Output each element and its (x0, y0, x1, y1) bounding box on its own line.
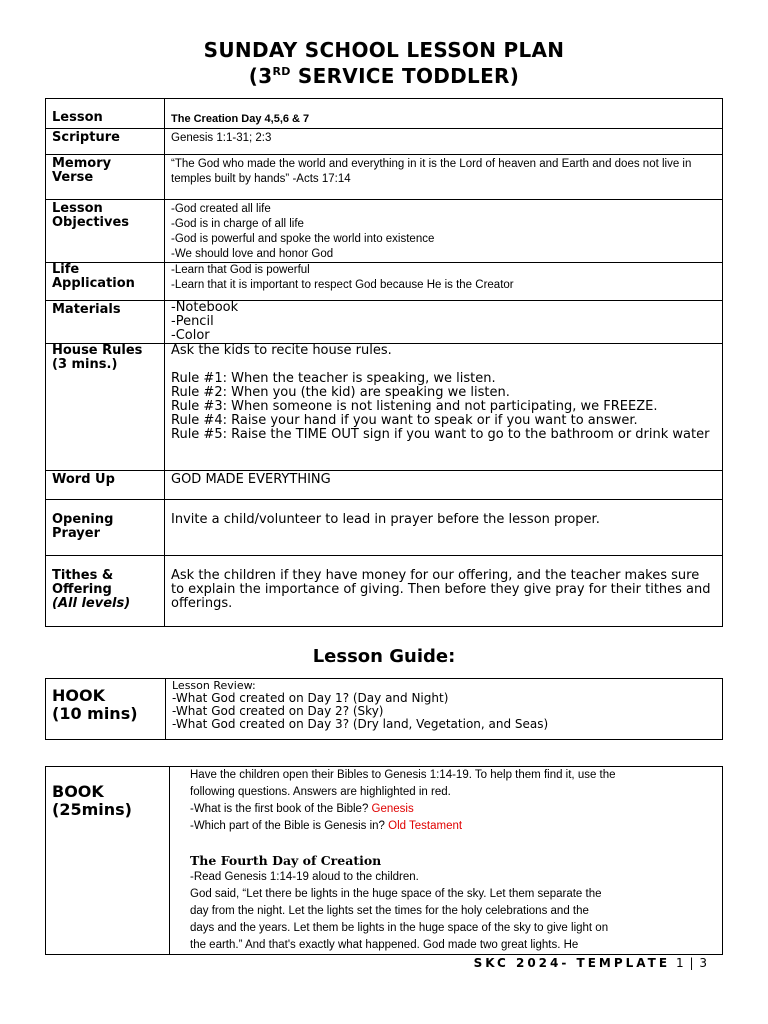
book-body-line: the earth.” And that's exactly what happened. God made two great lights. He (190, 939, 579, 951)
house-rules-value (165, 344, 723, 471)
hook-item: -What God created on Day 1? (Day and Night) (172, 691, 449, 705)
objectives-label-1: Lesson (52, 201, 103, 216)
book-label-1: BOOK (52, 782, 104, 801)
application-label-2: Application (52, 276, 135, 291)
word-up-label: Word Up (46, 471, 165, 500)
hook-item: Lesson Review: (172, 679, 256, 692)
lesson-label: Lesson (46, 99, 165, 129)
house-rules-label-1: House Rules (52, 343, 143, 358)
memory-verse-label (46, 155, 165, 200)
objectives-label (46, 200, 165, 263)
memory-verse-value: “The God who made the world and everything in it is the Lord of heaven and Earth and does not live in temples built by hands” -Acts 17:14 (165, 155, 723, 200)
book-label (46, 767, 170, 955)
answer-text: Old Testament (388, 820, 463, 832)
title-pre: (3 (248, 64, 273, 88)
material-item: -Notebook (171, 300, 239, 315)
question-text: -Which part of the Bible is Genesis in? (190, 820, 389, 832)
house-rule: Rule #1: When the teacher is speaking, we listen. (171, 371, 496, 386)
book-content (170, 767, 723, 955)
materials-value (165, 301, 723, 344)
tithes-label-3: (All levels) (52, 596, 131, 611)
book-body-line: day from the night. Let the lights set the times for the holy celebrations and the (190, 905, 589, 917)
tithes-value: Ask the children if they have money for our offering, and the teacher makes sure to explain the importance of giving. Then before they give pray for their tithes and offerings. (165, 556, 723, 627)
house-rules-label-2: (3 mins.) (52, 357, 118, 372)
book-question-2 (190, 818, 714, 835)
title-sup: RD (272, 65, 291, 78)
lesson-value: The Creation Day 4,5,6 & 7 (165, 99, 723, 129)
book-body-line: days and the years. Let them be lights in the huge space of the sky to give light on (190, 922, 609, 934)
question-text: -What is the first book of the Bible? (190, 803, 372, 815)
house-rules-label (46, 344, 165, 471)
objective-item: -God is in charge of all life (171, 218, 304, 230)
scripture-label: Scripture (46, 129, 165, 155)
doc-title-line2 (0, 64, 768, 88)
memory-label-1: Memory (52, 156, 112, 171)
hook-label-1: HOOK (52, 686, 105, 705)
lesson-plan-table (45, 98, 723, 627)
page-number: 1 | 3 (676, 956, 708, 970)
house-rule: Rule #2: When you (the kid) are speaking we listen. (171, 385, 510, 400)
objective-item: -God is powerful and spoke the world into existence (171, 233, 435, 245)
house-rule: Rule #3: When someone is not listening and not participating, we FREEZE. (171, 399, 658, 414)
book-question-1 (190, 801, 714, 818)
word-up-value: GOD MADE EVERYTHING (165, 471, 723, 500)
objectives-label-2: Objectives (52, 215, 130, 230)
hook-label (46, 679, 166, 740)
house-rule: Rule #5: Raise the TIME OUT sign if you want to go to the bathroom or drink water (171, 427, 710, 442)
house-rule: Rule #4: Raise your hand if you want to speak or if you want to answer. (171, 413, 638, 428)
application-label (46, 263, 165, 301)
application-label-1: Life (52, 262, 80, 277)
objectives-value (165, 200, 723, 263)
tithes-label (46, 556, 165, 627)
title-post: SERVICE TODDLER) (290, 64, 520, 88)
book-table (45, 766, 723, 955)
book-intro-line: Have the children open their Bibles to Genesis 1:14-19. To help them find it, use the (190, 769, 616, 781)
book-section-heading: The Fourth Day of Creation (190, 853, 382, 868)
objective-item: -We should love and honor God (171, 248, 334, 260)
tithes-label-2: Offering (52, 582, 112, 597)
hook-item: -What God created on Day 3? (Dry land, Vegetation, and Seas) (172, 717, 549, 731)
memory-label-2: Verse (52, 170, 94, 185)
scripture-value: Genesis 1:1-31; 2:3 (165, 129, 723, 155)
tithes-label-1: Tithes & (52, 568, 114, 583)
hook-label-2: (10 mins) (52, 704, 138, 723)
application-item: -Learn that it is important to respect God because He is the Creator (171, 279, 514, 291)
footer-text: SKC 2024- TEMPLATE (473, 956, 671, 970)
hook-item: -What God created on Day 2? (Sky) (172, 704, 384, 718)
lesson-guide-heading: Lesson Guide: (312, 646, 456, 667)
book-intro-line: following questions. Answers are highlighted in red. (190, 786, 451, 798)
prayer-label-2: Prayer (52, 526, 101, 541)
prayer-value: Invite a child/volunteer to lead in prayer before the lesson proper. (165, 500, 723, 556)
application-value (165, 263, 723, 301)
application-item: -Learn that God is powerful (171, 264, 310, 276)
material-item: -Pencil (171, 314, 214, 329)
hook-table (45, 678, 723, 740)
objective-item: -God created all life (171, 203, 271, 215)
doc-title-line1: SUNDAY SCHOOL LESSON PLAN (203, 38, 565, 62)
book-body-line: -Read Genesis 1:14-19 aloud to the children. (190, 871, 419, 883)
house-rules-intro: Ask the kids to recite house rules. (171, 343, 392, 358)
book-label-2: (25mins) (52, 800, 132, 819)
page-footer (474, 956, 708, 970)
material-item: -Color (171, 328, 210, 343)
hook-content (166, 679, 723, 740)
materials-label: Materials (46, 301, 165, 344)
answer-text: Genesis (371, 803, 414, 815)
book-body-line: God said, “Let there be lights in the huge space of the sky. Let them separate the (190, 888, 602, 900)
prayer-label-1: Opening (52, 512, 114, 527)
prayer-label (46, 500, 165, 556)
